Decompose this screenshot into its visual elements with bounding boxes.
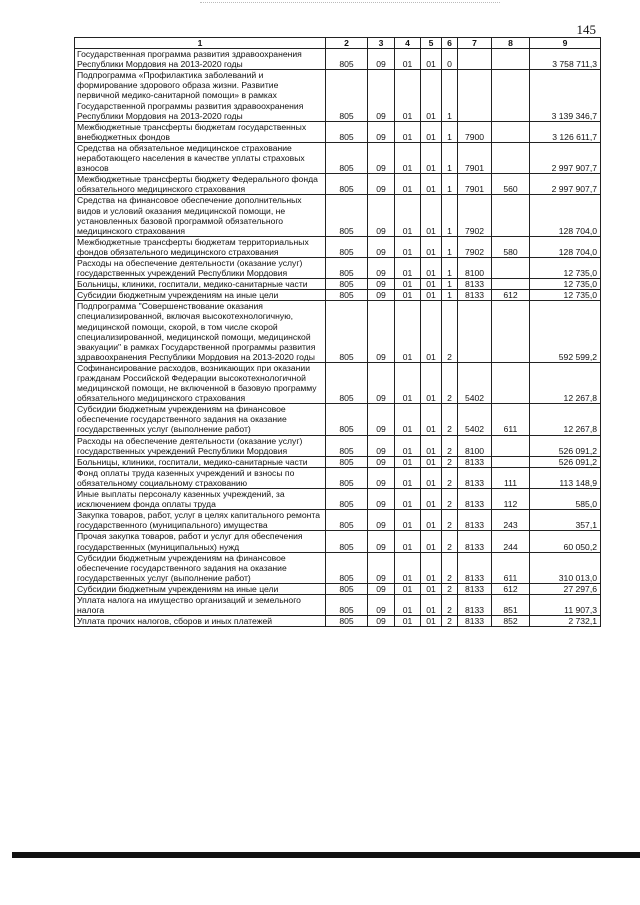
code-cell: 805 xyxy=(326,174,368,195)
code-cell: 01 xyxy=(421,121,442,142)
code-cell: 09 xyxy=(368,510,395,531)
code-cell: 01 xyxy=(395,279,421,290)
code-cell: 8100 xyxy=(458,435,492,456)
code-cell: 2 xyxy=(442,616,458,627)
row-name-cell: Средства на финансовое обеспечение дополнительных видов и условий оказания медицинской помощи, не установленных базовой программой обязательного медицинского страхования xyxy=(75,195,326,236)
code-cell: 805 xyxy=(326,70,368,121)
code-cell: 01 xyxy=(395,404,421,435)
row-name-cell: Больницы, клиники, госпитали, медико-санитарные части xyxy=(75,456,326,467)
code-cell: 805 xyxy=(326,236,368,257)
row-name-cell: Средства на обязательное медицинское страхование неработающего населения в качестве уплаты страховых взносов xyxy=(75,142,326,173)
code-cell: 01 xyxy=(421,257,442,278)
table-row xyxy=(75,616,601,627)
table-row xyxy=(75,236,601,257)
code-cell: 01 xyxy=(395,174,421,195)
code-cell: 805 xyxy=(326,489,368,510)
code-cell: 09 xyxy=(368,552,395,583)
code-cell: 111 xyxy=(492,467,530,488)
code-cell: 1 xyxy=(442,279,458,290)
code-cell: 01 xyxy=(421,404,442,435)
code-cell: 09 xyxy=(368,583,395,594)
code-cell: 1 xyxy=(442,70,458,121)
code-cell: 09 xyxy=(368,467,395,488)
code-cell: 01 xyxy=(395,594,421,615)
amount-cell: 11 907,3 xyxy=(530,594,601,615)
column-header: 6 xyxy=(442,38,458,49)
table-row xyxy=(75,456,601,467)
column-header: 7 xyxy=(458,38,492,49)
code-cell: 805 xyxy=(326,257,368,278)
amount-cell: 310 013,0 xyxy=(530,552,601,583)
row-name-cell: Расходы на обеспечение деятельности (оказание услуг) государственных учреждений Республики Мордовия xyxy=(75,257,326,278)
code-cell xyxy=(458,301,492,363)
code-cell: 8133 xyxy=(458,456,492,467)
code-cell: 09 xyxy=(368,195,395,236)
row-name-cell: Государственная программа развития здравоохранения Республики Мордовия на 2013-2020 годы xyxy=(75,49,326,70)
code-cell: 2 xyxy=(442,583,458,594)
code-cell: 01 xyxy=(421,195,442,236)
code-cell: 560 xyxy=(492,174,530,195)
code-cell: 01 xyxy=(395,257,421,278)
code-cell xyxy=(492,435,530,456)
code-cell: 01 xyxy=(395,142,421,173)
code-cell: 09 xyxy=(368,362,395,403)
code-cell: 01 xyxy=(421,594,442,615)
code-cell: 01 xyxy=(421,489,442,510)
code-cell: 805 xyxy=(326,594,368,615)
code-cell: 2 xyxy=(442,489,458,510)
code-cell: 09 xyxy=(368,257,395,278)
column-header: 2 xyxy=(326,38,368,49)
code-cell: 8133 xyxy=(458,583,492,594)
table-row xyxy=(75,257,601,278)
table-row xyxy=(75,552,601,583)
code-cell: 805 xyxy=(326,142,368,173)
code-cell xyxy=(492,362,530,403)
code-cell: 1 xyxy=(442,290,458,301)
code-cell: 01 xyxy=(395,456,421,467)
amount-cell: 3 758 711,3 xyxy=(530,49,601,70)
row-name-cell: Межбюджетные трансферты бюджету Федерального фонда обязательного медицинского страхования xyxy=(75,174,326,195)
code-cell: 01 xyxy=(421,435,442,456)
code-cell: 01 xyxy=(395,301,421,363)
row-name-cell: Подпрограмма "Совершенствование оказания специализированной, включая высокотехнологичную, медицинской помощи, скорой, в том числе скорой специализированной, медицинской помощи, медицинской эвакуации" в рамках Государственной программы развития здравоохранения Республики Мордовия на 2013-2020 годы xyxy=(75,301,326,363)
row-name-cell: Закупка товаров, работ, услуг в целях капитального ремонта государственного (муниципального) имущества xyxy=(75,510,326,531)
table-row xyxy=(75,121,601,142)
amount-cell: 3 139 346,7 xyxy=(530,70,601,121)
row-name-cell: Субсидии бюджетным учреждениям на финансовое обеспечение государственного задания на оказание государственных услуг (выполнение работ) xyxy=(75,552,326,583)
column-header: 9 xyxy=(530,38,601,49)
code-cell: 01 xyxy=(421,552,442,583)
code-cell: 01 xyxy=(421,279,442,290)
code-cell: 805 xyxy=(326,49,368,70)
code-cell: 8133 xyxy=(458,279,492,290)
row-name-cell: Субсидии бюджетным учреждениям на иные цели xyxy=(75,583,326,594)
code-cell: 2 xyxy=(442,531,458,552)
code-cell: 805 xyxy=(326,121,368,142)
amount-cell: 2 997 907,7 xyxy=(530,174,601,195)
code-cell: 01 xyxy=(395,489,421,510)
code-cell: 805 xyxy=(326,435,368,456)
code-cell: 01 xyxy=(395,510,421,531)
row-name-cell: Уплата налога на имущество организаций и земельного налога xyxy=(75,594,326,615)
code-cell: 01 xyxy=(421,70,442,121)
code-cell: 2 xyxy=(442,456,458,467)
code-cell: 805 xyxy=(326,195,368,236)
code-cell: 09 xyxy=(368,279,395,290)
code-cell: 01 xyxy=(395,552,421,583)
code-cell: 1 xyxy=(442,121,458,142)
code-cell: 8133 xyxy=(458,616,492,627)
code-cell: 805 xyxy=(326,510,368,531)
code-cell: 01 xyxy=(395,49,421,70)
code-cell: 805 xyxy=(326,301,368,363)
table-row xyxy=(75,290,601,301)
row-name-cell: Больницы, клиники, госпитали, медико-санитарные части xyxy=(75,279,326,290)
code-cell: 09 xyxy=(368,301,395,363)
code-cell: 09 xyxy=(368,174,395,195)
amount-cell: 592 599,2 xyxy=(530,301,601,363)
code-cell: 8133 xyxy=(458,594,492,615)
code-cell: 09 xyxy=(368,70,395,121)
code-cell: 5402 xyxy=(458,404,492,435)
code-cell: 1 xyxy=(442,142,458,173)
code-cell xyxy=(458,49,492,70)
code-cell: 2 xyxy=(442,435,458,456)
table-row xyxy=(75,174,601,195)
row-name-cell: Субсидии бюджетным учреждениям на иные цели xyxy=(75,290,326,301)
bottom-rule xyxy=(12,852,640,858)
code-cell: 1 xyxy=(442,174,458,195)
column-header: 1 xyxy=(75,38,326,49)
code-cell: 2 xyxy=(442,362,458,403)
table-header-row xyxy=(75,38,601,49)
table-body xyxy=(75,38,601,627)
amount-cell: 3 126 611,7 xyxy=(530,121,601,142)
code-cell: 09 xyxy=(368,236,395,257)
code-cell: 01 xyxy=(421,301,442,363)
code-cell: 805 xyxy=(326,616,368,627)
amount-cell: 128 704,0 xyxy=(530,195,601,236)
code-cell: 8133 xyxy=(458,290,492,301)
code-cell: 2 xyxy=(442,510,458,531)
code-cell: 01 xyxy=(395,531,421,552)
code-cell: 2 xyxy=(442,594,458,615)
table-row xyxy=(75,70,601,121)
row-name-cell: Софинансирование расходов, возникающих при оказании гражданам Российской Федерации высокотехнологичной медицинской помощи, не включенной в базовую программу обязательного медицинского страхования xyxy=(75,362,326,403)
scan-artifact xyxy=(200,2,500,6)
code-cell: 7901 xyxy=(458,142,492,173)
code-cell: 01 xyxy=(395,616,421,627)
code-cell: 09 xyxy=(368,404,395,435)
code-cell: 580 xyxy=(492,236,530,257)
amount-cell: 12 735,0 xyxy=(530,257,601,278)
amount-cell: 60 050,2 xyxy=(530,531,601,552)
code-cell xyxy=(492,257,530,278)
code-cell: 8133 xyxy=(458,467,492,488)
code-cell: 01 xyxy=(421,616,442,627)
table-row xyxy=(75,142,601,173)
code-cell: 01 xyxy=(421,142,442,173)
code-cell: 01 xyxy=(421,583,442,594)
code-cell: 09 xyxy=(368,142,395,173)
code-cell: 612 xyxy=(492,583,530,594)
code-cell: 1 xyxy=(442,195,458,236)
code-cell: 01 xyxy=(395,435,421,456)
code-cell: 7902 xyxy=(458,195,492,236)
code-cell: 2 xyxy=(442,467,458,488)
table-row xyxy=(75,531,601,552)
code-cell: 09 xyxy=(368,121,395,142)
code-cell: 09 xyxy=(368,531,395,552)
code-cell: 805 xyxy=(326,552,368,583)
code-cell: 09 xyxy=(368,456,395,467)
amount-cell: 113 148,9 xyxy=(530,467,601,488)
code-cell: 2 xyxy=(442,552,458,583)
code-cell xyxy=(492,70,530,121)
code-cell: 01 xyxy=(421,456,442,467)
table-row xyxy=(75,49,601,70)
amount-cell: 2 732,1 xyxy=(530,616,601,627)
code-cell: 8133 xyxy=(458,552,492,583)
code-cell: 09 xyxy=(368,290,395,301)
code-cell: 5402 xyxy=(458,362,492,403)
code-cell: 852 xyxy=(492,616,530,627)
code-cell: 805 xyxy=(326,467,368,488)
code-cell: 611 xyxy=(492,404,530,435)
table-row xyxy=(75,583,601,594)
amount-cell: 12 735,0 xyxy=(530,290,601,301)
code-cell: 8100 xyxy=(458,257,492,278)
code-cell: 851 xyxy=(492,594,530,615)
code-cell: 805 xyxy=(326,583,368,594)
row-name-cell: Фонд оплаты труда казенных учреждений и взносы по обязательному социальному страхованию xyxy=(75,467,326,488)
amount-cell: 585,0 xyxy=(530,489,601,510)
code-cell: 7902 xyxy=(458,236,492,257)
column-header: 3 xyxy=(368,38,395,49)
code-cell: 01 xyxy=(421,290,442,301)
code-cell: 01 xyxy=(421,467,442,488)
code-cell: 01 xyxy=(395,236,421,257)
amount-cell: 526 091,2 xyxy=(530,456,601,467)
code-cell: 01 xyxy=(395,70,421,121)
code-cell: 7900 xyxy=(458,121,492,142)
amount-cell: 357,1 xyxy=(530,510,601,531)
code-cell: 612 xyxy=(492,290,530,301)
budget-table xyxy=(74,37,601,627)
code-cell: 805 xyxy=(326,362,368,403)
code-cell: 09 xyxy=(368,49,395,70)
code-cell: 7901 xyxy=(458,174,492,195)
code-cell xyxy=(492,49,530,70)
row-name-cell: Прочая закупка товаров, работ и услуг для обеспечения государственных (муниципальных) нужд xyxy=(75,531,326,552)
code-cell xyxy=(458,70,492,121)
code-cell: 01 xyxy=(421,531,442,552)
row-name-cell: Субсидии бюджетным учреждениям на финансовое обеспечение государственного задания на оказание государственных услуг (выполнение работ) xyxy=(75,404,326,435)
column-header: 5 xyxy=(421,38,442,49)
code-cell: 01 xyxy=(421,174,442,195)
code-cell xyxy=(492,195,530,236)
code-cell: 01 xyxy=(395,583,421,594)
amount-cell: 12 735,0 xyxy=(530,279,601,290)
code-cell: 112 xyxy=(492,489,530,510)
code-cell: 805 xyxy=(326,404,368,435)
row-name-cell: Межбюджетные трансферты бюджетам государственных внебюджетных фондов xyxy=(75,121,326,142)
code-cell xyxy=(492,121,530,142)
table-row xyxy=(75,404,601,435)
code-cell: 09 xyxy=(368,435,395,456)
code-cell xyxy=(492,301,530,363)
code-cell: 01 xyxy=(395,362,421,403)
code-cell: 01 xyxy=(395,121,421,142)
code-cell: 09 xyxy=(368,616,395,627)
code-cell: 01 xyxy=(421,236,442,257)
table-row xyxy=(75,435,601,456)
code-cell: 805 xyxy=(326,279,368,290)
row-name-cell: Межбюджетные трансферты бюджетам территориальных фондов обязательного медицинского страхования xyxy=(75,236,326,257)
code-cell: 01 xyxy=(421,49,442,70)
code-cell: 01 xyxy=(395,467,421,488)
code-cell: 01 xyxy=(421,510,442,531)
amount-cell: 12 267,8 xyxy=(530,404,601,435)
code-cell: 1 xyxy=(442,236,458,257)
code-cell: 8133 xyxy=(458,489,492,510)
code-cell: 244 xyxy=(492,531,530,552)
table-row xyxy=(75,279,601,290)
code-cell: 805 xyxy=(326,290,368,301)
table-row xyxy=(75,301,601,363)
amount-cell: 27 297,6 xyxy=(530,583,601,594)
code-cell: 0 xyxy=(442,49,458,70)
amount-cell: 128 704,0 xyxy=(530,236,601,257)
code-cell: 805 xyxy=(326,531,368,552)
table-row xyxy=(75,362,601,403)
row-name-cell: Расходы на обеспечение деятельности (оказание услуг) государственных учреждений Республики Мордовия xyxy=(75,435,326,456)
code-cell: 01 xyxy=(421,362,442,403)
page-number: 145 xyxy=(576,22,596,37)
code-cell xyxy=(492,142,530,173)
code-cell: 243 xyxy=(492,510,530,531)
code-cell xyxy=(492,279,530,290)
code-cell: 01 xyxy=(395,195,421,236)
code-cell xyxy=(492,456,530,467)
table-row xyxy=(75,195,601,236)
code-cell: 1 xyxy=(442,257,458,278)
table-row xyxy=(75,467,601,488)
row-name-cell: Подпрограмма «Профилактика заболеваний и формирование здорового образа жизни. Развитие первичной медико-санитарной помощи» в рамках Государственной программы развития здравоохранения Республики Мордовия на 2013-2020 годы xyxy=(75,70,326,121)
table-row xyxy=(75,510,601,531)
table-row xyxy=(75,594,601,615)
amount-cell: 12 267,8 xyxy=(530,362,601,403)
row-name-cell: Иные выплаты персоналу казенных учреждений, за исключением фонда оплаты труда xyxy=(75,489,326,510)
code-cell: 805 xyxy=(326,456,368,467)
code-cell: 611 xyxy=(492,552,530,583)
amount-cell: 2 997 907,7 xyxy=(530,142,601,173)
row-name-cell: Уплата прочих налогов, сборов и иных платежей xyxy=(75,616,326,627)
code-cell: 2 xyxy=(442,301,458,363)
column-header: 4 xyxy=(395,38,421,49)
code-cell: 8133 xyxy=(458,510,492,531)
code-cell: 01 xyxy=(395,290,421,301)
code-cell: 09 xyxy=(368,489,395,510)
code-cell: 09 xyxy=(368,594,395,615)
code-cell: 8133 xyxy=(458,531,492,552)
code-cell: 2 xyxy=(442,404,458,435)
column-header: 8 xyxy=(492,38,530,49)
amount-cell: 526 091,2 xyxy=(530,435,601,456)
table-row xyxy=(75,489,601,510)
